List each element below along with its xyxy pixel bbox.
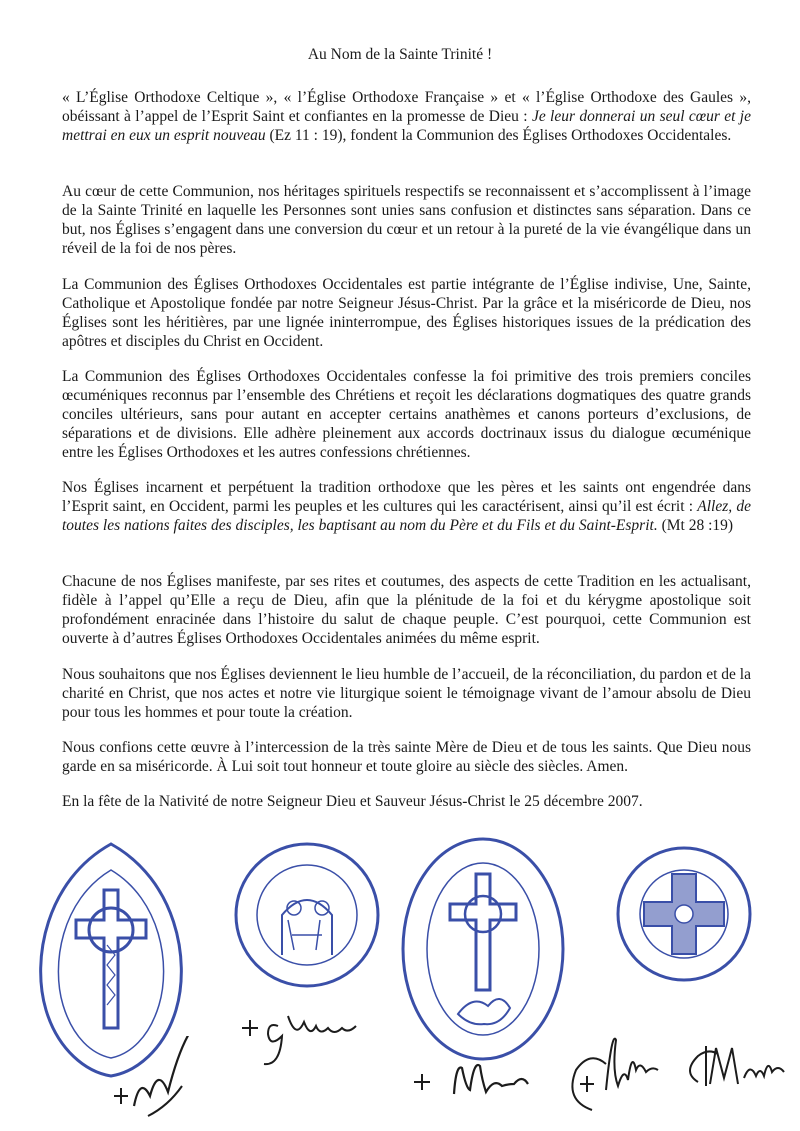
signature-martin (680, 1038, 790, 1103)
paragraph-5-text: Nos Églises incarnent et perpétuent la tradition orthodoxe que les pères et les saints ont engendrée dans l’Esprit saint, en Occident, parmi les peuples et les cultures qui les caractérisent, ainsi qu’il est écrit : (62, 479, 751, 515)
paragraph-1-text: « L’Église Orthodoxe Celtique », « l’Église Orthodoxe Française » et « l’Église Orthodoxe des Gaules », obéissant à l’appel de l’Esprit Saint et confiantes en la promesse de Dieu : (62, 89, 751, 125)
paragraph-2: Au cœur de cette Communion, nos héritages spirituels respectifs se reconnaissent et s’accomplissent à l’image de la Sainte Trinité en laquelle les Personnes sont unies sans confusion et distinctes sans séparation. Dans ce but, nos Églises s’engagent dans une conversion du cœur et un retour à la pureté de la vie évangélique dans un réveil de la foi de nos pères. (62, 183, 751, 257)
paragraph-6: Chacune de nos Églises manifeste, par ses rites et coutumes, des aspects de cette Tradition en les actualisant, fidèle à l’appel qu’Elle a reçu de Dieu, afin que la plénitude de la foi et du kérygme apostolique soit profondément enracinée dans l’histoire du salut de chaque peuple. C’est pourquoi, cette Communion est ouverte à d’autres Églises Orthodoxes Occidentales animées du même esprit. (62, 573, 751, 647)
paragraph-1-quote: Je leur donnerai un seul cœur et je mettrai en eux un esprit nouveau (62, 108, 751, 144)
signature-mael (108, 1036, 198, 1131)
seal-gaules-gregoire (232, 840, 382, 990)
paragraph-1 (62, 88, 751, 145)
paragraph-5-ref: (Mt 28 :19) (657, 517, 734, 534)
seal-celtic-bishop-marc (398, 834, 568, 1064)
closing-date-line: En la fête de la Nativité de notre Seigneur Dieu et Sauveur Jésus-Christ le 25 décembre 2007. (62, 793, 643, 810)
paragraph-4: La Communion des Églises Orthodoxes Occidentales confesse la foi primitive des trois premiers conciles œcuméniques reconnus par l’ensemble des Chrétiens et reçoit les déclarations dogmatiques des quatre grands conciles ultérieurs, sans pour autant en accepter certains anathèmes et canons porteurs d’exclusions, de séparations et de divisions. Elle adhère pleinement aux accords doctrinaux issus du dialogue œcuménique entre les Églises Orthodoxes et les autres confessions chrétiennes. (62, 368, 751, 461)
paragraph-5-quote: Allez, de toutes les nations faites des disciples, les baptisant au nom du Père et du Fils et du Saint-Esprit. (62, 498, 751, 534)
seal-francaise (614, 844, 754, 984)
seals-and-signatures (0, 830, 800, 1131)
paragraph-5 (62, 478, 751, 535)
signature-marc (408, 1050, 538, 1115)
paragraph-3: La Communion des Églises Orthodoxes Occidentales est partie intégrante de l’Église indivise, Une, Sainte, Catholique et Apostolique fondée par notre Seigneur Jésus-Christ. Par la grâce et la miséricorde de Dieu, nos Églises sont les héritières, par une lignée ininterrompue, des Églises historiques issues de la prédication des apôtres et disciples du Christ en Occident. (62, 276, 751, 350)
signature-gilles (562, 1030, 672, 1125)
paragraph-1-ref: (Ez 11 : 19), fondent la Communion des Églises Orthodoxes Occidentales. (265, 127, 732, 144)
document-title: Au Nom de la Sainte Trinité ! (307, 46, 493, 63)
paragraph-8: Nous confions cette œuvre à l’intercession de la très sainte Mère de Dieu et de tous les saints. Que Dieu nous garde en sa miséricorde. À Lui soit tout honneur et toute gloire au siècle des siècles. Amen. (62, 739, 751, 775)
signature-gregoire (238, 996, 368, 1071)
paragraph-7: Nous souhaitons que nos Églises deviennent le lieu humble de l’accueil, de la réconciliation, du pardon et de la charité en Christ, que nos actes et notre vie liturgique soient le témoignage vivant de l’amour absolu de Dieu pour tous les hommes et pour toute la création. (62, 666, 751, 721)
